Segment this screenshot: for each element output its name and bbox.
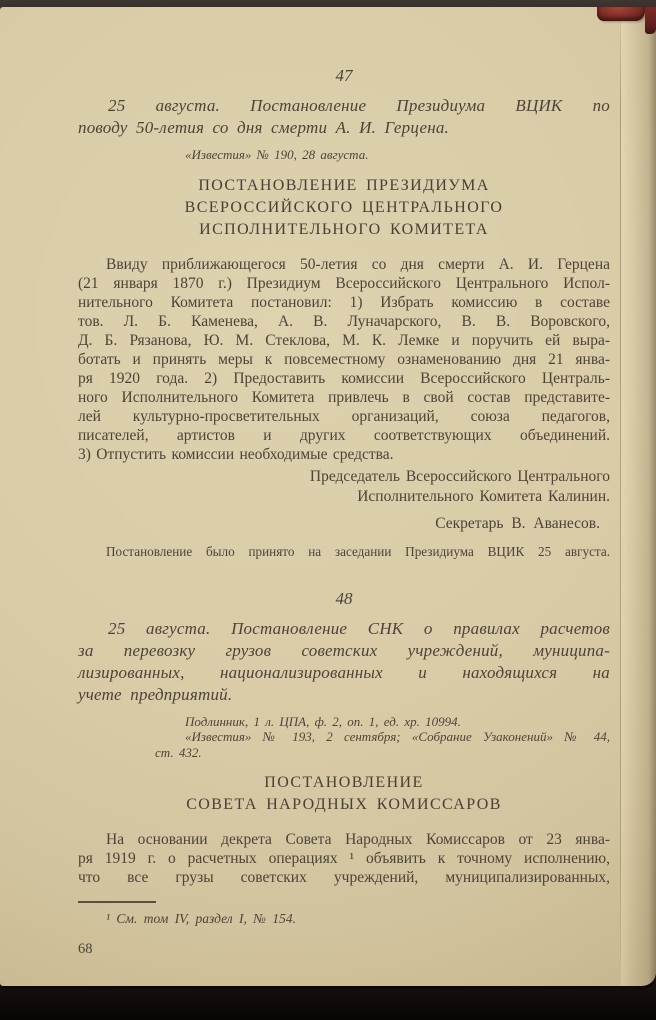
text-line: нительного Комитета постановил: 1) Избрать комиссию в составе xyxy=(78,293,610,311)
text-line: за перевозку грузов советских учреждений, муниципа- xyxy=(78,640,610,660)
source-citation xyxy=(185,147,610,163)
footnote: ¹ См. том IV, раздел I, № 154. xyxy=(106,911,296,926)
decree-body xyxy=(78,830,610,887)
page-edge-shading xyxy=(621,7,656,986)
red-page-edge-decoration xyxy=(597,7,645,21)
decree-heading xyxy=(78,772,610,816)
entry-number: 47 xyxy=(335,66,353,85)
text-line: ря 1919 г. о расчетных операциях ¹ объявить к точному исполнению, xyxy=(78,850,610,867)
text-line: ного Исполнительного Комитета привлечь в свой состав представите- xyxy=(78,388,610,406)
adoption-note: Постановление было принято на заседании Президиума ВЦИК 25 августа. xyxy=(106,543,610,559)
text-line: «Известия» № 190, 28 августа. xyxy=(185,147,369,162)
entry-47 xyxy=(78,65,610,560)
page-number: 68 xyxy=(78,941,93,957)
text-line: ботать и принять меры к повсеместному ознаменованию дня 21 янва- xyxy=(78,350,610,368)
decree-heading xyxy=(78,175,610,241)
text-line: учете предприятий. xyxy=(78,684,233,704)
text-line: (21 января 1870 г.) Президиум Всероссийского Центрального Испол- xyxy=(78,274,610,292)
signature-block xyxy=(78,467,610,508)
text-line: «Известия» № 193, 2 сентября; «Собрание Узаконений» № 44, xyxy=(185,729,610,744)
text-line: поводу 50-летия со дня смерти А. И. Герцена. xyxy=(78,118,449,137)
text-line: СОВЕТА НАРОДНЫХ КОМИССАРОВ xyxy=(186,796,502,813)
text-line: лизированных, национализированных и находящихся на xyxy=(78,662,610,682)
text-line: Ввиду приближающегося 50-летия со дня смерти А. И. Герцена xyxy=(106,255,610,273)
text-line: лей культурно-просветительных организаций, союза педагогов, xyxy=(78,407,610,425)
text-line: 3) Отпустить комиссии необходимые средства. xyxy=(78,445,394,463)
text-line: писателей, артистов и других соответствующих объединений. xyxy=(78,426,610,444)
footnote-rule xyxy=(78,901,156,903)
secretary-line: Секретарь В. Аванесов. xyxy=(435,514,600,532)
source-citation xyxy=(155,714,610,761)
red-page-edge-decoration-side xyxy=(645,7,656,34)
entry-number: 48 xyxy=(335,588,353,608)
text-line: ря 1920 года. 2) Предоставить комиссии Всероссийского Централь- xyxy=(78,369,610,387)
text-line: ИСПОЛНИТЕЛЬНОГО КОМИТЕТА xyxy=(199,220,489,238)
text-line: 25 августа. Постановление СНК о правилах расчетов xyxy=(108,618,610,638)
entry-48 xyxy=(78,588,610,928)
text-line: Подлинник, 1 л. ЦПА, ф. 2, оп. 1, ед. хр. 10994. xyxy=(185,713,461,729)
text-line: На основании декрета Совета Народных Комиссаров от 23 янва- xyxy=(106,831,610,848)
text-line: 25 августа. Постановление Президиума ВЦИК по xyxy=(108,96,610,115)
text-line: ВСЕРОССИЙСКОГО ЦЕНТРАЛЬНОГО xyxy=(184,198,504,216)
entry-title xyxy=(78,618,610,706)
page-content xyxy=(78,55,610,958)
decree-body xyxy=(78,255,610,464)
text-line: ст. 432. xyxy=(155,744,202,760)
text-line: Председатель Всероссийского Центрального xyxy=(309,467,610,485)
entry-title xyxy=(78,95,610,139)
book-page xyxy=(0,7,656,986)
text-line: ПОСТАНОВЛЕНИЕ xyxy=(264,774,424,791)
text-line: Исполнительного Комитета Калинин. xyxy=(357,488,610,505)
text-line: что все грузы советских учреждений, муниципализированных, xyxy=(78,869,610,886)
text-line: тов. Л. Б. Каменева, А. В. Луначарского, В. В. Воровского, xyxy=(78,312,610,330)
text-line: ПОСТАНОВЛЕНИЕ ПРЕЗИДИУМА xyxy=(198,176,490,194)
text-line: Д. Б. Рязанова, Ю. М. Стеклова, М. К. Лемке и поручить ей выра- xyxy=(78,331,610,349)
